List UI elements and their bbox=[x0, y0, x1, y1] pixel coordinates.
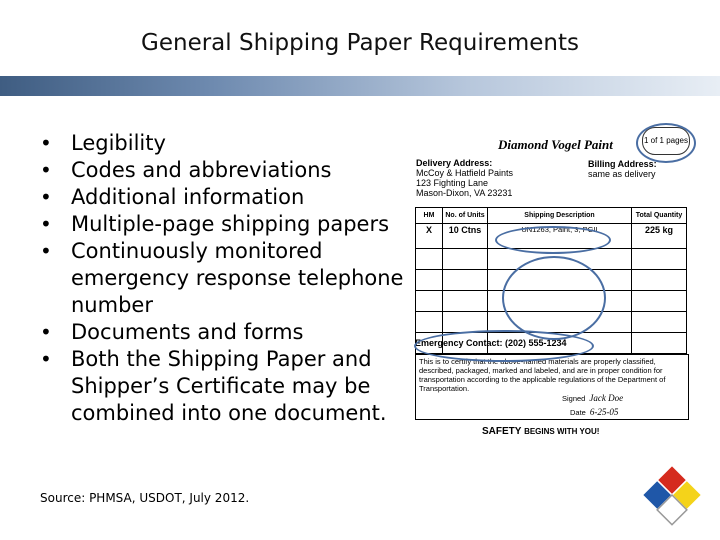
column-header: No. of Units bbox=[443, 208, 488, 224]
safety-rest: BEGINS WITH YOU! bbox=[524, 427, 600, 436]
highlight-oval-empty-rows bbox=[502, 256, 606, 340]
slide-title: General Shipping Paper Requirements bbox=[141, 30, 579, 56]
units-cell: 10 Ctns bbox=[443, 224, 488, 249]
hazard-diamond-icon bbox=[640, 463, 704, 527]
highlight-oval-description bbox=[495, 226, 611, 254]
delivery-address bbox=[416, 158, 513, 198]
date-line bbox=[570, 407, 618, 417]
column-header: HM bbox=[416, 208, 443, 224]
bullet-item: • Documents and forms bbox=[40, 319, 405, 346]
signature-line bbox=[562, 393, 623, 403]
hm-cell: X bbox=[416, 224, 443, 249]
header-band bbox=[0, 76, 720, 96]
signature: Jack Doe bbox=[589, 393, 624, 403]
bullet-item: • Codes and abbreviations bbox=[40, 157, 405, 184]
bullet-list bbox=[40, 130, 405, 427]
bullet-item: • Additional information bbox=[40, 184, 405, 211]
bullet-item: • Both the Shipping Paper and Shipper’s Certificate may be combined into one document. bbox=[40, 346, 405, 427]
column-header: Shipping Description bbox=[488, 208, 632, 224]
safety-main: SAFETY bbox=[482, 426, 522, 437]
delivery-line: Mason-Dixon, VA 23231 bbox=[416, 188, 513, 198]
source-citation: Source: PHMSA, USDOT, July 2012. bbox=[40, 491, 250, 505]
bullet-item: • Multiple-page shipping papers bbox=[40, 211, 405, 238]
page-count-badge: 1 of 1 pages bbox=[642, 127, 690, 155]
bullet-item: • Legibility bbox=[40, 130, 405, 157]
certification-text: This is to certify that the above-named materials are properly classified, described, packaged, marked and labeled, and are in proper condition for transportation according to the applicable regulations of the Department of Transportation. bbox=[415, 354, 689, 420]
description-cell: UN1263, Paint, 3, PGII bbox=[488, 224, 632, 249]
signed-label: Signed bbox=[562, 394, 586, 403]
billing-value: same as delivery bbox=[588, 169, 656, 179]
billing-label: Billing Address: bbox=[588, 159, 657, 169]
emergency-contact: Emergency Contact: (202) 555-1234 bbox=[415, 338, 567, 348]
quantity-cell: 225 kg bbox=[632, 224, 687, 249]
delivery-line: 123 Fighting Lane bbox=[416, 178, 489, 188]
safety-slogan bbox=[482, 426, 599, 437]
highlight-oval-pages bbox=[636, 123, 696, 163]
billing-address bbox=[588, 159, 657, 179]
date-label: Date bbox=[570, 408, 586, 417]
delivery-line: McCoy & Hatfield Paints bbox=[416, 168, 514, 178]
bullet-item: • Continuously monitored emergency response telephone number bbox=[40, 238, 405, 319]
column-header: Total Quantity bbox=[632, 208, 687, 224]
highlight-oval-emergency bbox=[414, 330, 594, 362]
delivery-label: Delivery Address: bbox=[416, 158, 493, 168]
date-value: 6-25-05 bbox=[589, 407, 619, 417]
company-name: Diamond Vogel Paint bbox=[498, 137, 613, 152]
